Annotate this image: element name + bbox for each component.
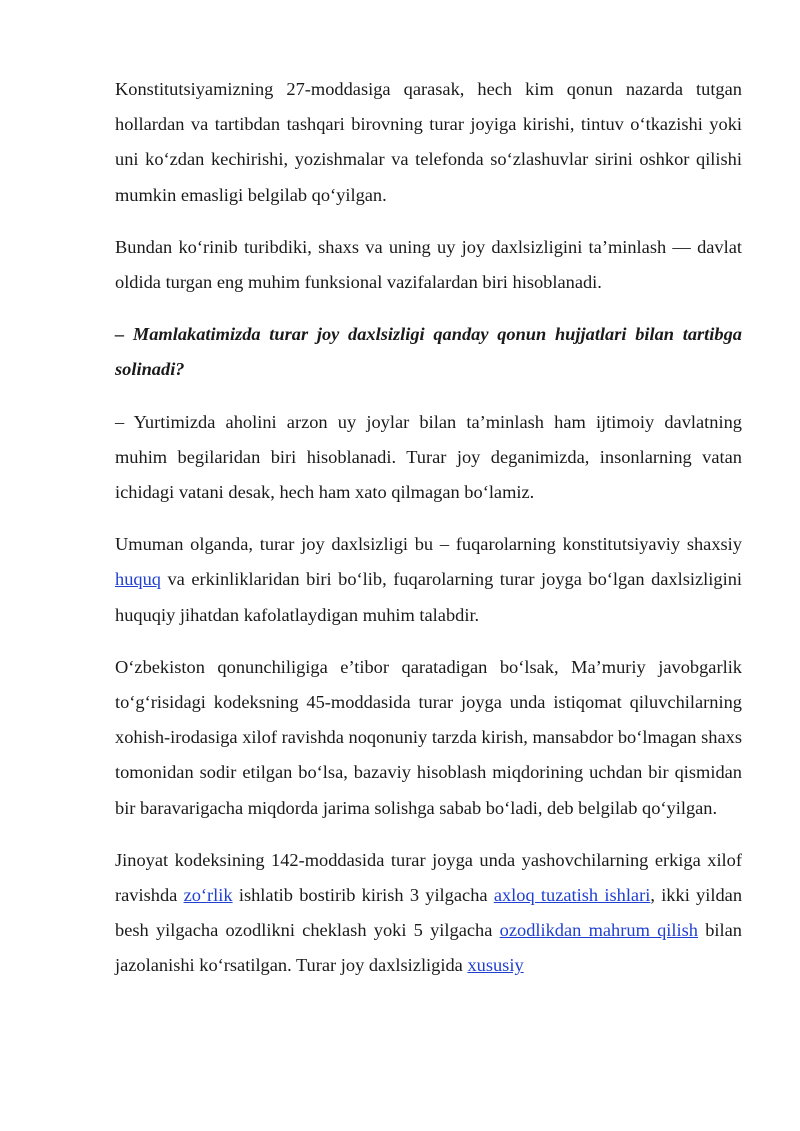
link-axloq-tuzatish-ishlari[interactable]: axloq tuzatish ishlari: [493, 885, 651, 906]
paragraph-text-segment: , ikki yildan besh yilgacha ozodlikni cheklash yoki 5 yilgacha: [115, 885, 743, 941]
paragraph-text-segment: ishlatib bostirib kirish 3 yilgacha: [232, 885, 494, 906]
paragraph-text-segment: Jinoyat kodeksining 142-moddasida turar joyga unda yashovchilarning erkiga xilof ravishda: [115, 849, 742, 906]
link-huquq[interactable]: huquq: [115, 569, 161, 590]
paragraph-administrative-code: O‘zbekiston qonunchiligiga e’tibor qaratadigan bo‘lsak, Ma’muriy javobgarlik to‘g‘risidagi kodeksning 45-moddasida turar joyga unda istiqomat qiluvchilarning xohish-irodasiga xilof ravishda noqonuniy tarzda kirish, mansabdor bo‘lmagan shaxs tomonidan sodir etilgan bo‘lsa, bazaviy hisoblash miqdorining uchdan bir qismidan bir baravarigacha miqdorda jarima solishga sabab bo‘ladi, deb belgilab qo‘yilgan.: [115, 656, 742, 818]
paragraph-state-duty: Bundan ko‘rinib turibdiki, shaxs va uning uy joy daxlsizligini ta’minlash — davlat oldida turgan eng muhim funksional vazifalardan biri hisoblanadi.: [115, 236, 742, 293]
paragraph-text-segment: Umuman olganda, turar joy daxlsizligi bu – fuqarolarning konstitutsiyaviy shaxsiy: [115, 534, 742, 555]
interview-question: – Mamlakatimizda turar joy daxlsizligi qanday qonun hujjatlari bilan tartibga solinadi?: [115, 324, 742, 380]
document-page: [115, 72, 742, 1001]
paragraph-inviolability-definition: [115, 527, 742, 633]
paragraph-text-segment: bilan jazolanishi ko‘rsatilgan. Turar joy daxlsizligida: [115, 920, 743, 976]
link-ozodlikdan-mahrum-qilish[interactable]: ozodlikdan mahrum qilish: [499, 920, 698, 941]
paragraph-text-segment: va erkinliklaridan biri bo‘lib, fuqarolarning turar joyga bo‘lgan daxlsizligini huquqiy jihatdan kafolatlaydigan muhim talabdir.: [115, 569, 742, 625]
paragraph-answer-housing: – Yurtimizda aholini arzon uy joylar bilan ta’minlash ham ijtimoiy davlatning muhim begilaridan biri hisoblanadi. Turar joy deganimizda, insonlarning vatan ichidagi vatani desak, hech ham xato qilmagan bo‘lamiz.: [115, 411, 742, 503]
link-zorlik[interactable]: zo‘rlik: [183, 885, 233, 906]
paragraph-constitution-article-27: Konstitutsiyamizning 27-moddasiga qarasak, hech kim qonun nazarda tutgan hollardan va tartibdan tashqari birovning turar joyiga kirishi, tintuv o‘tkazishi yoki uni ko‘zdan kechirishi, yozishmalar va telefonda so‘zlashuvlar sirini oshkor qilishi mumkin emasligi belgilab qo‘yilgan.: [115, 79, 742, 205]
link-xususiy[interactable]: xususiy: [467, 955, 524, 976]
paragraph-criminal-code: [115, 843, 742, 984]
